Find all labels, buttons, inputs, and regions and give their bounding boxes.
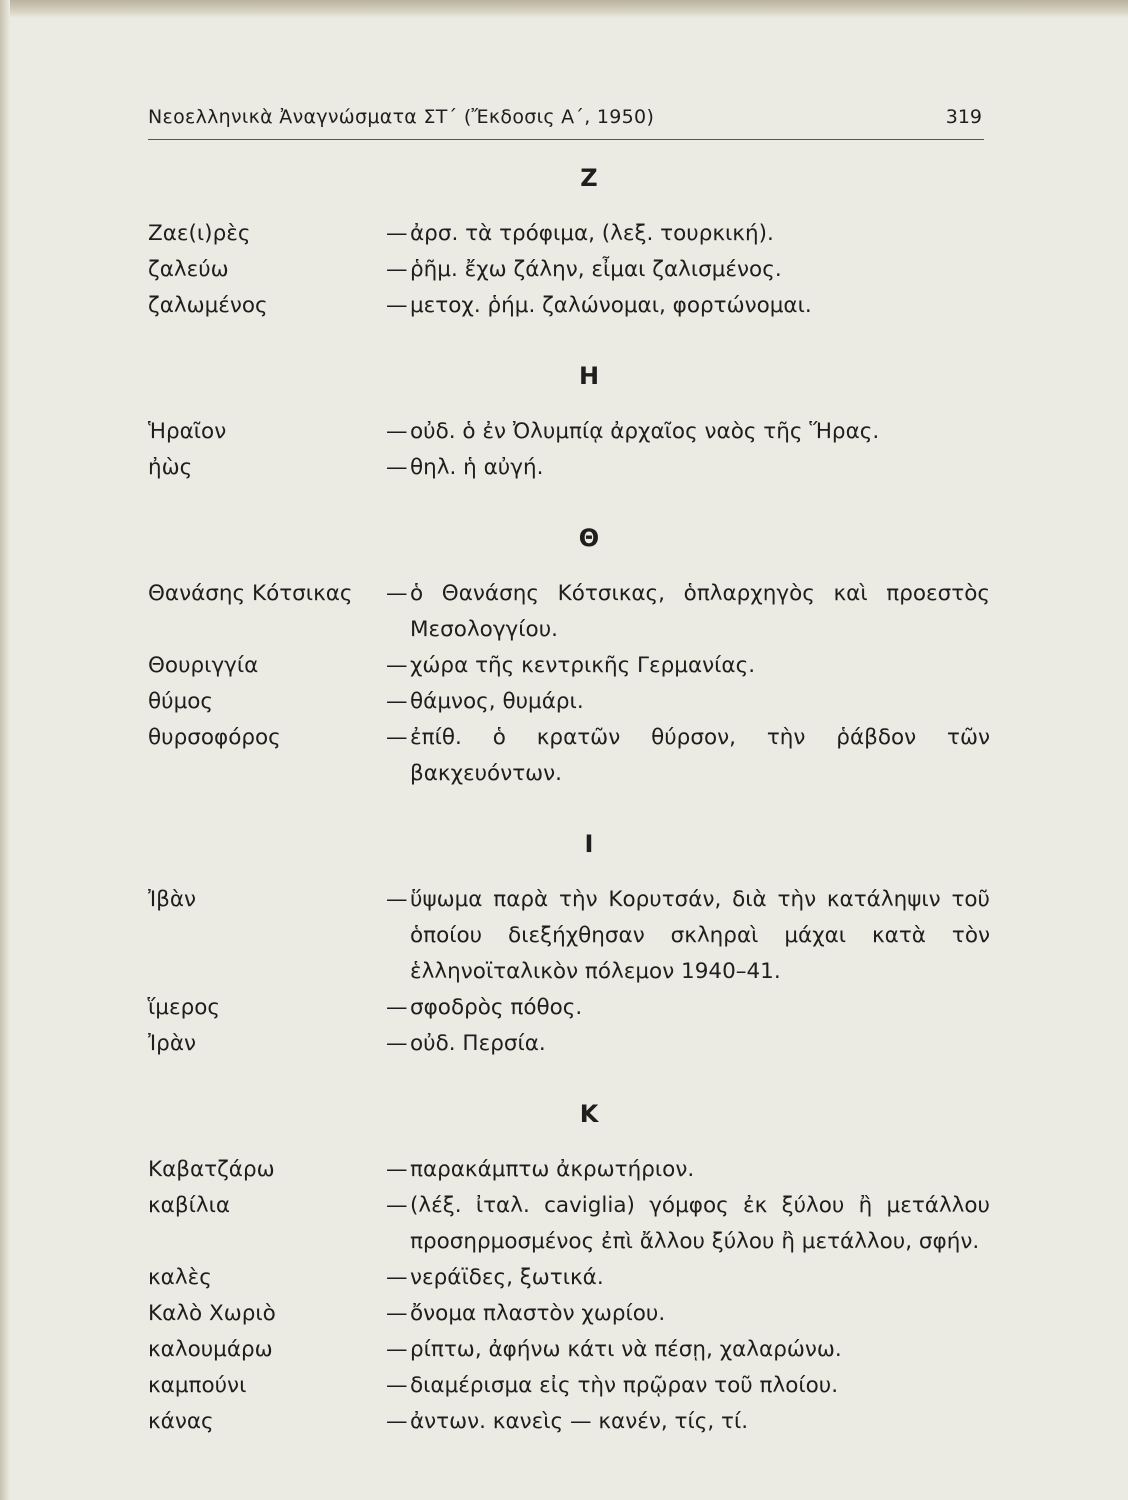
page-top-edge	[0, 0, 1128, 18]
entry-definition: ῥῆμ. ἔχω ζάλην, εἶμαι ζαλισμένος.	[410, 257, 782, 282]
entry-term: θύμος	[148, 689, 214, 714]
entry-dash: —	[386, 581, 408, 606]
entry-term: καμπούνι	[148, 1373, 247, 1398]
section-letter: Η	[578, 362, 600, 390]
entry-definition: ἐπίθ. ὁ κρατῶν θύρσον, τὴν ῥάβδον τῶν βακχευόντων.	[410, 725, 990, 786]
glossary-entry	[148, 1332, 990, 1368]
glossary-entry	[148, 684, 990, 720]
glossary-entry	[148, 1368, 990, 1404]
entry-term: Ἡραῖον	[148, 419, 227, 444]
entry-term: καβίλια	[148, 1193, 231, 1218]
entry-term: Καβατζάρω	[148, 1157, 275, 1182]
entry-definition: ὄνομα πλαστὸν χωρίου.	[410, 1301, 666, 1326]
entry-term: καλὲς	[148, 1265, 212, 1290]
glossary-entry	[148, 990, 990, 1026]
glossary-entry	[148, 1188, 990, 1260]
glossary-entry	[148, 576, 990, 648]
glossary-entry	[148, 288, 990, 324]
entry-definition: παρακάμπτω ἀκρωτήριον.	[410, 1157, 695, 1182]
entry-term: Ζαε(ι)ρὲς	[148, 221, 251, 246]
entry-dash: —	[386, 1193, 408, 1218]
entry-definition: ἀντων. κανεὶς — κανέν, τίς, τί.	[410, 1409, 749, 1434]
section-spacer	[148, 1062, 990, 1094]
glossary-entry	[148, 882, 990, 990]
glossary-entry	[148, 216, 990, 252]
entry-dash: —	[386, 1265, 408, 1290]
entry-definition: διαμέρισμα εἰς τὴν πρῷραν τοῦ πλοίου.	[410, 1373, 839, 1398]
entry-dash: —	[386, 1373, 408, 1398]
entry-dash: —	[386, 455, 408, 480]
entry-dash: —	[386, 653, 408, 678]
entry-definition: σφοδρὸς πόθος.	[410, 995, 583, 1020]
glossary-entry	[148, 450, 990, 486]
glossary-section	[148, 1094, 990, 1440]
entry-definition: ρίπτω, ἀφήνω κάτι νὰ πέσῃ, χαλαρώνω.	[410, 1337, 842, 1362]
glossary-entry	[148, 1152, 990, 1188]
glossary-entry	[148, 720, 990, 792]
entry-term: καλουμάρω	[148, 1337, 273, 1362]
entry-definition: ὁ Θανάσης Κότσικας, ὁπλαρχηγὸς καὶ προεστὸς Μεσολογγίου.	[410, 581, 990, 642]
entry-definition: νεράϊδες, ξωτικά.	[410, 1265, 604, 1290]
section-spacer	[148, 792, 990, 824]
entry-term: Θουριγγία	[148, 653, 259, 678]
entry-term: Ἰρὰν	[148, 1031, 196, 1056]
entry-term: κάνας	[148, 1409, 214, 1434]
glossary-entry	[148, 1260, 990, 1296]
entry-term: Ἰβὰν	[148, 887, 197, 912]
section-letter: Ζ	[580, 164, 598, 192]
glossary-entry	[148, 414, 990, 450]
entry-term: θυρσοφόρος	[148, 725, 281, 750]
entry-term: ζαλωμένος	[148, 293, 268, 318]
section-letter: Κ	[579, 1100, 599, 1128]
running-title: Νεοελληνικὰ Ἀναγνώσματα ΣΤ΄ (Ἔκδοσις Α΄, 1950)	[148, 106, 655, 128]
entry-definition: ἀρσ. τὰ τρόφιμα, (λεξ. τουρκική).	[410, 221, 774, 246]
entry-term: ζαλεύω	[148, 257, 229, 282]
glossary-section	[148, 158, 990, 356]
glossary-entry	[148, 1404, 990, 1440]
section-spacer	[148, 324, 990, 356]
entry-dash: —	[386, 221, 408, 246]
entry-definition: θάμνος, θυμάρι.	[410, 689, 584, 714]
entry-definition: οὐδ. ὁ ἐν Ὀλυμπίᾳ ἀρχαῖος ναὸς τῆς Ἥρας.	[410, 419, 880, 444]
entry-term: ἠὼς	[148, 455, 193, 480]
entry-dash: —	[386, 293, 408, 318]
entry-dash: —	[386, 1409, 408, 1434]
entry-dash: —	[386, 689, 408, 714]
entry-definition: ὕψωμα παρὰ τὴν Κορυτσάν, διὰ τὴν κατάληψιν τοῦ ὁποίου διεξήχθησαν σκληραὶ μάχαι κατὰ τὸν ἑλληνοϊταλικὸν πόλεμον 1940–41.	[410, 887, 990, 984]
entry-dash: —	[386, 1337, 408, 1362]
entry-definition: μετοχ. ῥήμ. ζαλώνομαι, φορτώνομαι.	[410, 293, 812, 318]
glossary-section	[148, 356, 990, 518]
entry-dash: —	[386, 1301, 408, 1326]
glossary	[148, 158, 990, 1440]
glossary-entry	[148, 252, 990, 288]
page-number: 319	[945, 106, 982, 128]
entry-dash: —	[386, 725, 408, 750]
header-rule	[148, 139, 984, 140]
glossary-entry	[148, 648, 990, 684]
glossary-entry	[148, 1296, 990, 1332]
entry-dash: —	[386, 1157, 408, 1182]
glossary-section	[148, 518, 990, 824]
entry-dash: —	[386, 257, 408, 282]
page-header	[148, 106, 984, 142]
section-spacer	[148, 486, 990, 518]
section-letter: Θ	[578, 524, 600, 552]
entry-definition: (λέξ. ἰταλ. caviglia) γόμφος ἐκ ξύλου ἢ μετάλλου προσηρμοσμένος ἐπὶ ἄλλου ξύλου ἢ μετάλλου, σφήν.	[410, 1193, 990, 1254]
glossary-section	[148, 824, 990, 1094]
entry-definition: χώρα τῆς κεντρικῆς Γερμανίας.	[410, 653, 756, 678]
entry-term: Καλὸ Χωριὸ	[148, 1301, 276, 1326]
section-letter: Ι	[584, 830, 594, 858]
entry-term: ἵμερος	[148, 995, 220, 1020]
glossary-entry	[148, 1026, 990, 1062]
entry-dash: —	[386, 887, 408, 912]
entry-dash: —	[386, 419, 408, 444]
entry-definition: οὐδ. Περσία.	[410, 1031, 546, 1056]
entry-dash: —	[386, 995, 408, 1020]
page-left-edge	[0, 0, 10, 1500]
entry-term: Θανάσης Κότσικας	[148, 581, 353, 606]
entry-definition: θηλ. ἡ αὐγή.	[410, 455, 544, 480]
entry-dash: —	[386, 1031, 408, 1056]
